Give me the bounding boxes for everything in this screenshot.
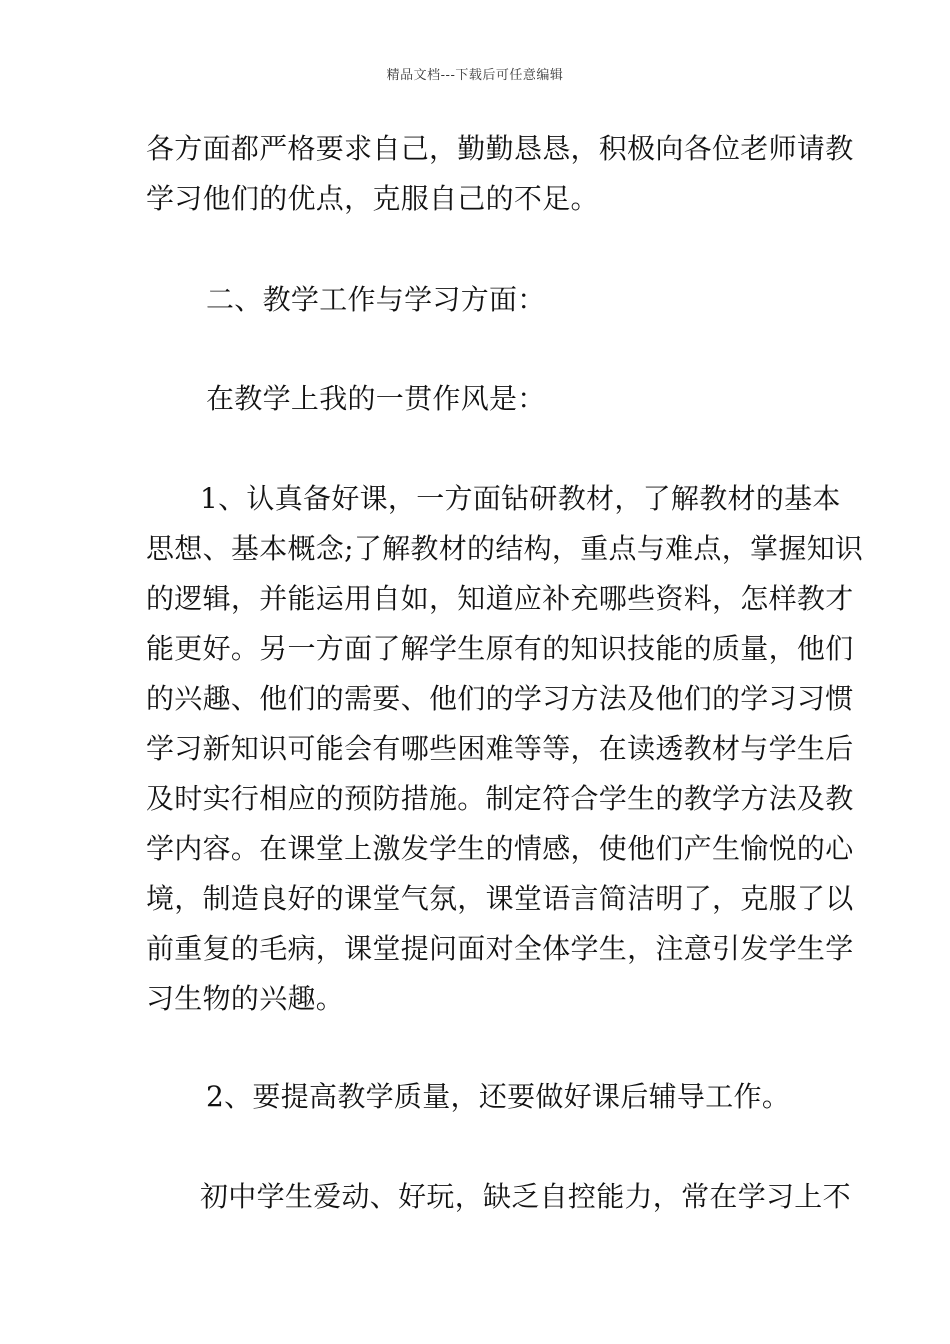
paragraph-line: 各方面都严格要求自己，勤勤恳恳，积极向各位老师请教 — [146, 132, 854, 165]
section-heading: 二、教学工作与学习方面： — [206, 283, 546, 316]
paragraph-line: 学习他们的优点，克服自己的不足。 — [146, 182, 599, 215]
paragraph-line: 境，制造良好的课堂气氛，课堂语言简洁明了，克服了以 — [146, 882, 854, 915]
page-header: 精品文档---下载后可任意编辑 — [386, 68, 564, 83]
paragraph-line: 思想、基本概念;了解教材的结构，重点与难点，掌握知识 — [146, 532, 864, 565]
paragraph-line: 2、要提高教学质量，还要做好课后辅导工作。 — [206, 1080, 791, 1113]
paragraph-line: 在教学上我的一贯作风是： — [206, 382, 546, 415]
paragraph-line: 及时实行相应的预防措施。制定符合学生的教学方法及教 — [146, 782, 854, 815]
paragraph-line: 习生物的兴趣。 — [146, 982, 345, 1015]
paragraph-line: 前重复的毛病，课堂提问面对全体学生，注意引发学生学 — [146, 932, 854, 965]
paragraph-line: 的兴趣、他们的需要、他们的学习方法及他们的学习习惯 — [146, 682, 854, 715]
paragraph-line: 学内容。在课堂上激发学生的情感，使他们产生愉悦的心 — [146, 832, 854, 865]
paragraph-line: 的逻辑，并能运用自如，知道应补充哪些资料，怎样教才 — [146, 582, 854, 615]
paragraph-line: 初中学生爱动、好玩，缺乏自控能力，常在学习上不 — [200, 1180, 851, 1213]
paragraph-line: 学习新知识可能会有哪些困难等等，在读透教材与学生后 — [146, 732, 854, 765]
paragraph-line: 能更好。另一方面了解学生原有的知识技能的质量，他们 — [146, 632, 854, 665]
paragraph-line: 1、认真备好课，一方面钻研教材，了解教材的基本 — [200, 482, 841, 515]
